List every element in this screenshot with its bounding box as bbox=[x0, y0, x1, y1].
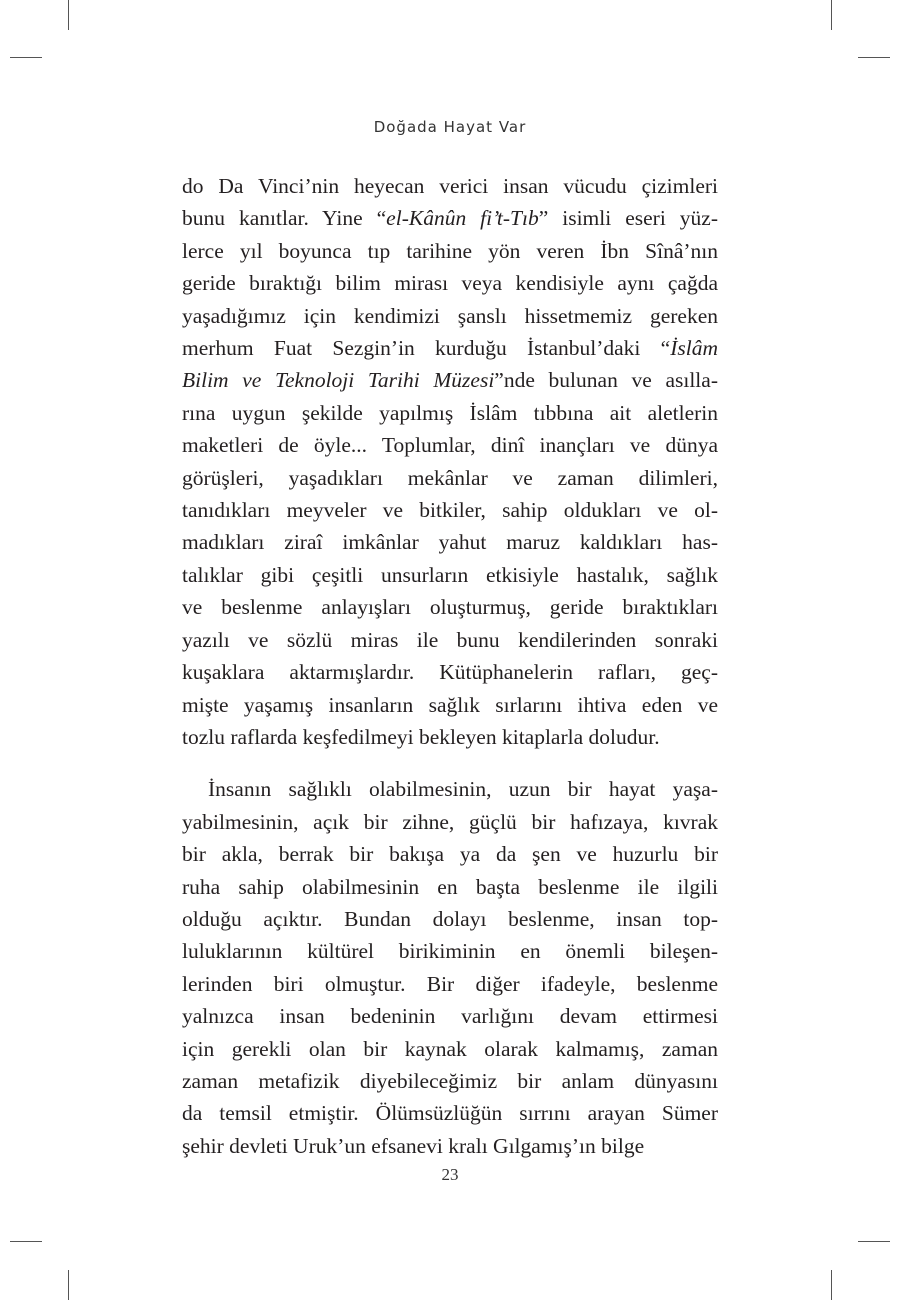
paragraph-1 bbox=[182, 170, 718, 753]
text-line: tozlu raflarda keşfedilmeyi bekleyen kitaplarla doludur. bbox=[182, 724, 660, 749]
text-line: geride bıraktığı bilim mirası veya kendisiyle aynı çağda bbox=[182, 271, 718, 296]
text-line: ve beslenme anlayışları oluşturmuş, geride bıraktıkları bbox=[182, 595, 718, 620]
text-line: rına uygun şekilde yapılmış İslâm tıbbına ait aletlerin bbox=[182, 400, 718, 425]
text-line bbox=[182, 364, 718, 396]
crop-mark-right-bottom bbox=[858, 1241, 890, 1242]
italic-title: Bilim ve Teknoloji Tarihi Müzesi bbox=[182, 368, 495, 393]
crop-mark-left-bottom bbox=[10, 1241, 42, 1242]
text-line: mişte yaşamış insanların sağlık sırlarını ihtiva eden ve bbox=[182, 692, 718, 717]
text-line: lerinden biri olmuştur. Bir diğer ifadeyle, beslenme bbox=[182, 971, 718, 996]
text-line: zaman metafizik diyebileceğimiz bir anlam dünyasını bbox=[182, 1068, 718, 1093]
text-line: tanıdıkları meyveler ve bitkiler, sahip oldukları ve ol- bbox=[182, 498, 718, 523]
text-line: görüşleri, yaşadıkları mekânlar ve zaman dilimleri, bbox=[182, 465, 718, 490]
paragraph-2 bbox=[182, 773, 718, 1162]
text-line: yaşadığımız için kendimizi şanslı hissetmemiz gereken bbox=[182, 303, 718, 328]
text-line bbox=[182, 332, 718, 364]
crop-mark-right-top bbox=[858, 57, 890, 58]
text-line: şehir devleti Uruk’un efsanevi kralı Gılgamış’ın bilge bbox=[182, 1133, 645, 1158]
crop-mark-left-top bbox=[10, 57, 42, 58]
text-segment: bunu kanıtlar. Yine “ bbox=[182, 206, 387, 231]
text-line bbox=[182, 202, 718, 234]
text-line: kuşaklara aktarmışlardır. Kütüphanelerin rafları, geç- bbox=[182, 660, 718, 685]
crop-mark-top-left bbox=[68, 0, 69, 30]
text-line: maketleri de öyle... Toplumlar, dinî inançları ve dünya bbox=[182, 433, 718, 458]
text-line: da temsil etmiştir. Ölümsüzlüğün sırrını arayan Sümer bbox=[182, 1101, 718, 1126]
italic-title: el-Kânûn fi’t-Tıb bbox=[386, 206, 539, 231]
crop-mark-top-right bbox=[831, 0, 832, 30]
italic-title: İslâm bbox=[670, 336, 718, 361]
crop-mark-bottom-right bbox=[831, 1270, 832, 1300]
text-line: yalnızca insan bedeninin varlığını devam ettirmesi bbox=[182, 1004, 718, 1029]
text-line: madıkları ziraî imkânlar yahut maruz kaldıkları has- bbox=[182, 530, 718, 555]
text-line: talıklar gibi çeşitli unsurların etkisiyle hastalık, sağlık bbox=[182, 562, 718, 587]
text-line: ruha sahip olabilmesinin en başta beslenme ile ilgili bbox=[182, 874, 718, 899]
crop-mark-bottom-left bbox=[68, 1270, 69, 1300]
text-line: için gerekli olan bir kaynak olarak kalmamış, zaman bbox=[182, 1036, 718, 1061]
page-number: 23 bbox=[441, 1165, 459, 1184]
text-line: İnsanın sağlıklı olabilmesinin, uzun bir hayat yaşa- bbox=[208, 777, 718, 802]
text-segment: ”nde bulunan ve asılla- bbox=[494, 368, 718, 393]
text-segment: ” isimli eseri yüz- bbox=[538, 206, 718, 231]
text-line: lerce yıl boyunca tıp tarihine yön veren İbn Sînâ’nın bbox=[182, 238, 718, 263]
body-text bbox=[182, 170, 718, 1162]
running-head: Doğada Hayat Var bbox=[373, 118, 527, 136]
text-line: olduğu açıktır. Bundan dolayı beslenme, insan top- bbox=[182, 906, 718, 931]
text-segment: merhum Fuat Sezgin’in kurduğu İstanbul’daki “ bbox=[182, 336, 671, 361]
text-line: yabilmesinin, açık bir zihne, güçlü bir hafızaya, kıvrak bbox=[182, 809, 718, 834]
text-line: luluklarının kültürel birikiminin en önemli bileşen- bbox=[182, 939, 718, 964]
text-line: do Da Vinci’nin heyecan verici insan vücudu çizimleri bbox=[182, 174, 718, 198]
text-line: yazılı ve sözlü miras ile bunu kendilerinden sonraki bbox=[182, 627, 718, 652]
text-line: bir akla, berrak bir bakışa ya da şen ve huzurlu bir bbox=[182, 842, 718, 867]
paragraph-gap bbox=[182, 753, 718, 773]
